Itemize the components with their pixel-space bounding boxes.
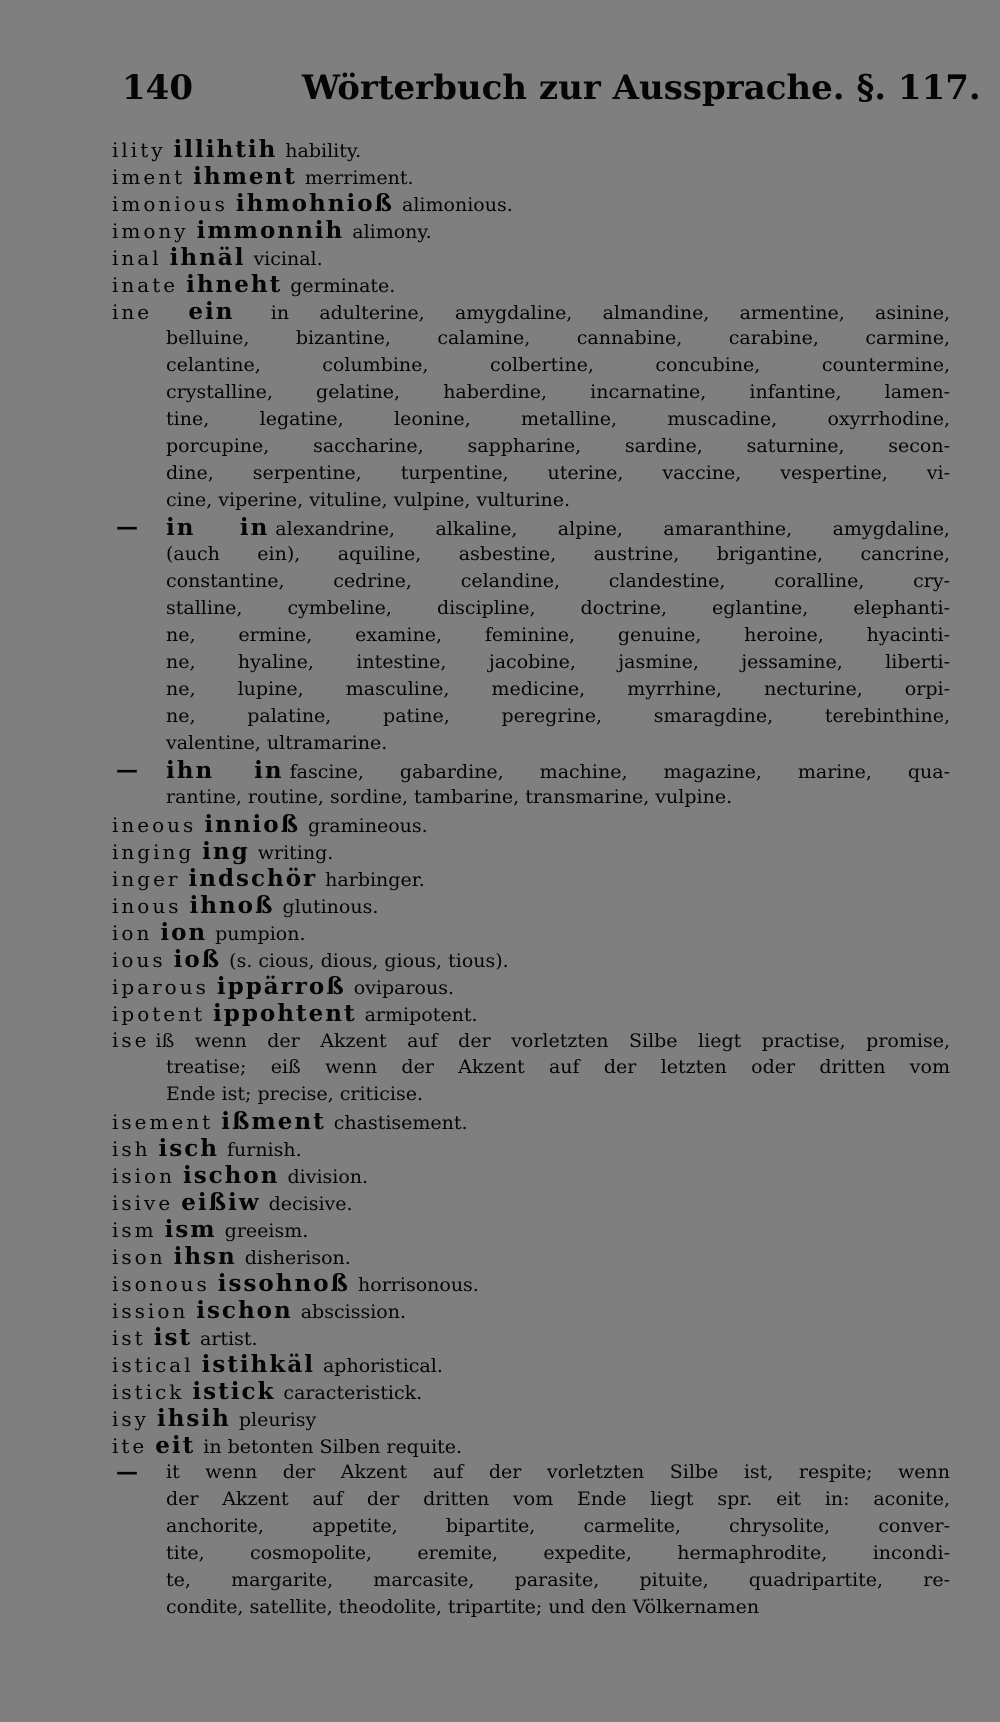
entry-pronunciation: ihmohnioß (235, 190, 395, 217)
entry-text: alexandrine, alkaline, alpine, amaranthine, amygdaline, (275, 518, 950, 540)
dictionary-entry (112, 244, 950, 271)
entry-example: abscission. (300, 1301, 406, 1323)
in-block-line: constantine, cedrine, celandine, clandestine, coralline, cry- (166, 570, 950, 592)
dictionary-entry (112, 1324, 950, 1351)
entry-pronunciation: eit (155, 1432, 196, 1459)
dictionary-entry (112, 1297, 950, 1324)
entry-example: aphoristical. (322, 1355, 443, 1377)
entry-suffix: isy (112, 1407, 149, 1431)
entry-suffix: ish (112, 1137, 151, 1161)
dictionary-entry (112, 1135, 950, 1162)
entry-example: decisive. (268, 1193, 353, 1215)
entry-suffix: ism (112, 1218, 157, 1242)
entry-example: alimony. (352, 221, 432, 243)
entry-list-1 (112, 136, 950, 298)
dictionary-entry (112, 1189, 950, 1216)
entry-suffix: isement (112, 1110, 214, 1134)
entry-pronunciation: ihneht (186, 271, 283, 298)
entry-pronunciation: indschör (188, 865, 318, 892)
ine-block-line: porcupine, saccharine, sappharine, sardine, saturnine, secon- (166, 435, 950, 457)
dictionary-body (112, 136, 950, 1621)
entry-text: iß wenn der Akzent auf der vorletzten Silbe liegt practise, promise, (155, 1030, 950, 1052)
it-block-line: it wenn der Akzent auf der vorletzten Silbe ist, respite; wenn (166, 1461, 950, 1483)
entry-suffix: ite (112, 1434, 148, 1458)
dictionary-entry (112, 892, 950, 919)
entry-pronunciation: istick (192, 1378, 276, 1405)
entry-example: pleurisy (238, 1409, 317, 1431)
entry-pronunciation: ischon (196, 1297, 293, 1324)
entry-text: fascine, gabardine, machine, magazine, marine, qua- (289, 761, 950, 783)
entry-pronunciation: ein (188, 298, 235, 325)
entry-example: disherison. (244, 1247, 351, 1269)
dictionary-entry (112, 973, 950, 1000)
dictionary-entry (112, 919, 950, 946)
entry-example: merriment. (304, 167, 414, 189)
ine-line-0 (112, 298, 950, 325)
entry-suffix: ise (112, 1028, 150, 1052)
ine-block-line: dine, serpentine, turpentine, uterine, vaccine, vespertine, vi- (166, 462, 950, 484)
entry-pronunciation: ist (153, 1324, 193, 1351)
ise-block-line: treatise; eiß wenn der Akzent auf der letzten oder dritten vom (166, 1056, 950, 1078)
dictionary-entry (112, 1378, 950, 1405)
in-block-line: ne, hyaline, intestine, jacobine, jasmine, jessamine, liberti- (166, 651, 950, 673)
it-block-line: condite, satellite, theodolite, tripartite; und den Völkernamen (166, 1596, 760, 1618)
entry-example: pumpion. (215, 923, 306, 945)
entry-suffix: iparous (112, 975, 209, 999)
entry-example: greeism. (224, 1220, 309, 1242)
entry-pronunciation: ihnäl (169, 244, 246, 271)
entry-suffix: iment (112, 165, 186, 189)
dictionary-entry (112, 811, 950, 838)
entry-suffix: ision (112, 1164, 175, 1188)
entry-pronunciation: ing (202, 838, 250, 865)
entry-suffix: ipotent (112, 1002, 206, 1026)
entry-list-2 (112, 811, 950, 1027)
ine-block-line: belluine, bizantine, calamine, cannabine, carabine, carmine, (166, 327, 950, 349)
entry-pronunciation: ihment (193, 163, 297, 190)
dictionary-entry (112, 1000, 950, 1027)
entry-example: artist. (200, 1328, 258, 1350)
entry-pronunciation: in in (166, 514, 270, 541)
entry-pronunciation: illihtih (173, 136, 278, 163)
entry-pronunciation: ihsih (156, 1405, 231, 1432)
entry-pronunciation: issohnoß (217, 1270, 351, 1297)
it-block (112, 1459, 950, 1621)
ihn-block-line: rantine, routine, sordine, tambarine, transmarine, vulpine. (166, 786, 733, 808)
entry-suffix: istical (112, 1353, 194, 1377)
entry-example: armipotent. (364, 1004, 478, 1026)
ise-block-line (112, 1027, 950, 1054)
entry-suffix: imonious (112, 192, 228, 216)
in-block-line: ne, ermine, examine, feminine, genuine, heroine, hyacinti- (166, 624, 950, 646)
entry-example: chastisement. (333, 1112, 468, 1134)
entry-suffix: ison (112, 1245, 166, 1269)
dictionary-entry (112, 1243, 950, 1270)
entry-suffix: imony (112, 219, 189, 243)
entry-pronunciation: innioß (204, 811, 301, 838)
entry-pronunciation: ißment (221, 1108, 326, 1135)
dictionary-entry (112, 865, 950, 892)
entry-pronunciation: ischon (182, 1162, 280, 1189)
entry-pronunciation: eißiw (181, 1189, 261, 1216)
ihn-block-line (166, 757, 950, 784)
in-block (112, 514, 950, 757)
entry-example: gramineous. (308, 815, 428, 837)
entry-example: horrisonous. (358, 1274, 479, 1296)
entry-suffix: inging (112, 840, 195, 864)
in-block-line: (auch ein), aquiline, asbestine, austrine, brigantine, cancrine, (166, 543, 950, 565)
entry-pronunciation: ippärroß (216, 973, 346, 1000)
entry-example: furnish. (226, 1139, 302, 1161)
ise-block-line: Ende ist; precise, criticise. (166, 1083, 424, 1105)
entry-example: hability. (285, 140, 362, 162)
dictionary-entry (112, 136, 950, 163)
in-block-line: stalline, cymbeline, discipline, doctrine, eglantine, elephanti- (166, 597, 950, 619)
entry-example: caracteristick. (283, 1382, 423, 1404)
entry-example: germinate. (290, 275, 396, 297)
entry-suffix: inal (112, 246, 162, 270)
entry-suffix: ission (112, 1299, 189, 1323)
entry-pronunciation: istihkäl (201, 1351, 315, 1378)
entry-text: in adulterine, amygdaline, almandine, armentine, asinine, (270, 302, 950, 324)
entry-example: oviparous. (353, 977, 455, 999)
entry-suffix: ist (112, 1326, 146, 1350)
dash-mark: — (116, 514, 138, 540)
entry-example: in betonten Silben requite. (203, 1436, 463, 1458)
dictionary-entry (112, 946, 950, 973)
entry-example: alimonious. (402, 194, 513, 216)
dictionary-entry (112, 271, 950, 298)
page-title: Wörterbuch zur Aussprache. §. 117. (301, 68, 981, 108)
entry-pronunciation: ioß (173, 946, 222, 973)
ise-block (112, 1027, 950, 1108)
it-block-line: anchorite, appetite, bipartite, carmelite, chrysolite, conver- (166, 1515, 950, 1537)
entry-suffix: isonous (112, 1272, 210, 1296)
dictionary-entry (112, 1162, 950, 1189)
ine-block (112, 298, 950, 514)
entry-example: (s. cious, dious, gious, tious). (229, 950, 509, 972)
it-block-line: tite, cosmopolite, eremite, expedite, hermaphrodite, incondi- (166, 1542, 950, 1564)
entry-pronunciation: isch (158, 1135, 219, 1162)
dictionary-entry (112, 838, 950, 865)
entry-example: vicinal. (253, 248, 323, 270)
in-block-line: ne, palatine, patine, peregrine, smaragdine, terebinthine, (166, 705, 950, 727)
page-number: 140 (122, 68, 193, 108)
in-block-line: ne, lupine, masculine, medicine, myrrhine, necturine, orpi- (166, 678, 950, 700)
dash-mark: — (116, 757, 138, 783)
ine-block-line: tine, legatine, leonine, metalline, muscadine, oxyrrhodine, (166, 408, 950, 430)
entry-pronunciation: ihn in (166, 757, 284, 784)
entry-suffix: inger (112, 867, 181, 891)
dictionary-entry (112, 1216, 950, 1243)
entry-pronunciation: ippohtent (213, 1000, 357, 1027)
ihn-block (112, 757, 950, 811)
entry-suffix: ine (112, 300, 153, 324)
dictionary-entry (112, 1432, 950, 1459)
entry-suffix: ility (112, 138, 166, 162)
ine-block-line: crystalline, gelatine, haberdine, incarnatine, infantine, lamen- (166, 381, 950, 403)
it-block-line: der Akzent auf der dritten vom Ende liegt spr. eit in: aconite, (166, 1488, 950, 1510)
dictionary-entry (112, 1270, 950, 1297)
entry-pronunciation: ihsn (173, 1243, 237, 1270)
entry-suffix: inous (112, 894, 182, 918)
entry-suffix: ion (112, 921, 153, 945)
page-header (122, 68, 981, 108)
entry-list-3 (112, 1108, 950, 1459)
ine-block-line: cine, viperine, vituline, vulpine, vulturine. (166, 489, 571, 511)
dictionary-entry (112, 190, 950, 217)
it-block-line: te, margarite, marcasite, parasite, pituite, quadripartite, re- (166, 1569, 950, 1591)
dictionary-entry (112, 217, 950, 244)
entry-suffix: ious (112, 948, 166, 972)
entry-suffix: inate (112, 273, 179, 297)
dictionary-entry (112, 1108, 950, 1135)
entry-pronunciation: ion (160, 919, 208, 946)
entry-example: writing. (257, 842, 334, 864)
dash-mark: — (116, 1459, 138, 1485)
in-block-line (166, 514, 950, 541)
dictionary-entry (112, 1351, 950, 1378)
in-block-line: valentine, ultramarine. (166, 732, 388, 754)
entry-suffix: istick (112, 1380, 185, 1404)
entry-pronunciation: immonnih (196, 217, 345, 244)
entry-example: harbinger. (325, 869, 425, 891)
entry-suffix: isive (112, 1191, 174, 1215)
entry-suffix: ineous (112, 813, 197, 837)
entry-pronunciation: ihnoß (189, 892, 275, 919)
entry-example: glutinous. (282, 896, 379, 918)
entry-example: division. (287, 1166, 369, 1188)
dictionary-entry (112, 1405, 950, 1432)
dictionary-entry (112, 163, 950, 190)
entry-pronunciation: ism (164, 1216, 217, 1243)
ine-block-line: celantine, columbine, colbertine, concubine, countermine, (166, 354, 950, 376)
